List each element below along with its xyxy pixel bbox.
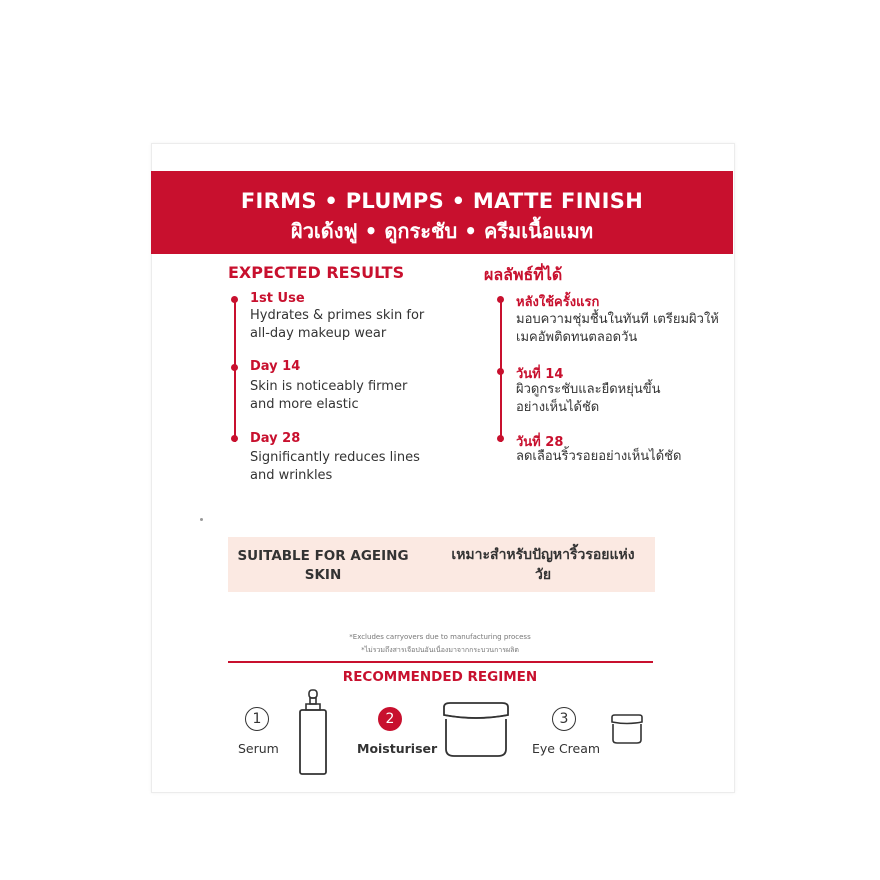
step-desc-th: ผิวดูกระชับและยืดหยุ่นขึ้นอย่างเห็นได้ชัด: [516, 382, 661, 415]
expected-results-title: EXPECTED RESULTS: [228, 263, 405, 282]
timeline-dot: [231, 435, 238, 442]
step-label-serum: Serum: [238, 741, 279, 756]
benefits-th: ผิวเด้งฟู • ดูกระชับ • ครีมเนื้อแมท: [290, 219, 594, 243]
step-number-2: 2: [378, 707, 402, 731]
step-title: Day 14: [250, 359, 301, 374]
timeline-line-en: [234, 300, 236, 442]
regimen-title: RECOMMENDED REGIMEN: [342, 669, 538, 685]
step-desc-th: ลดเลือนริ้วรอยอย่างเห็นได้ชัด: [516, 449, 682, 464]
serum-bottle-icon: [296, 688, 330, 778]
eye-cream-jar-icon: [609, 713, 645, 745]
moisturiser-jar-icon: [440, 701, 512, 759]
benefits-banner: [151, 171, 733, 254]
timeline-dot: [231, 296, 238, 303]
timeline-dot: [231, 364, 238, 371]
step-label-eye-cream: Eye Cream: [532, 741, 601, 756]
step-title: 1st Use: [250, 291, 305, 306]
timeline-dot: [497, 435, 504, 442]
regimen-divider: [228, 661, 653, 663]
step-title: Day 28: [250, 431, 301, 446]
step-title-th: หลังใช้ครั้งแรก: [516, 295, 600, 310]
step-title-th: วันที่ 14: [516, 367, 564, 382]
footnote-en: *Excludes carryovers due to manufacturing process: [349, 633, 531, 641]
step-label-moisturiser: Moisturiser: [357, 741, 438, 756]
suitable-th: เหมาะสำหรับปัญหาริ้วรอยแห่งวัย: [451, 547, 635, 583]
footnote-th: *ไม่รวมถึงสารเจือปนอันเนื่องมาจากกระบวนการผลิต: [361, 646, 519, 654]
step-number-3: 3: [552, 707, 576, 731]
timeline-dot: [497, 368, 504, 375]
step-desc: Skin is noticeably firmer and more elastic: [250, 379, 408, 412]
step-number-1: 1: [245, 707, 269, 731]
suitable-en: SUITABLE FOR AGEING SKIN: [237, 548, 409, 583]
step-desc: Hydrates & primes skin for all-day makeup wear: [250, 308, 425, 341]
timeline-dot: [497, 296, 504, 303]
expected-results-title-th: ผลลัพธ์ที่ได้: [484, 265, 563, 284]
step-desc: Significantly reduces lines and wrinkles: [250, 450, 420, 483]
suitable-box: [228, 537, 655, 592]
step-title-th: วันที่ 28: [516, 435, 564, 450]
step-desc-th: มอบความชุ่มชื้นในทันที เตรียมผิวให้เมคอัพติดทนตลอดวัน: [516, 312, 719, 345]
benefits-en: FIRMS • PLUMPS • MATTE FINISH: [240, 189, 644, 213]
speck: [200, 518, 203, 521]
